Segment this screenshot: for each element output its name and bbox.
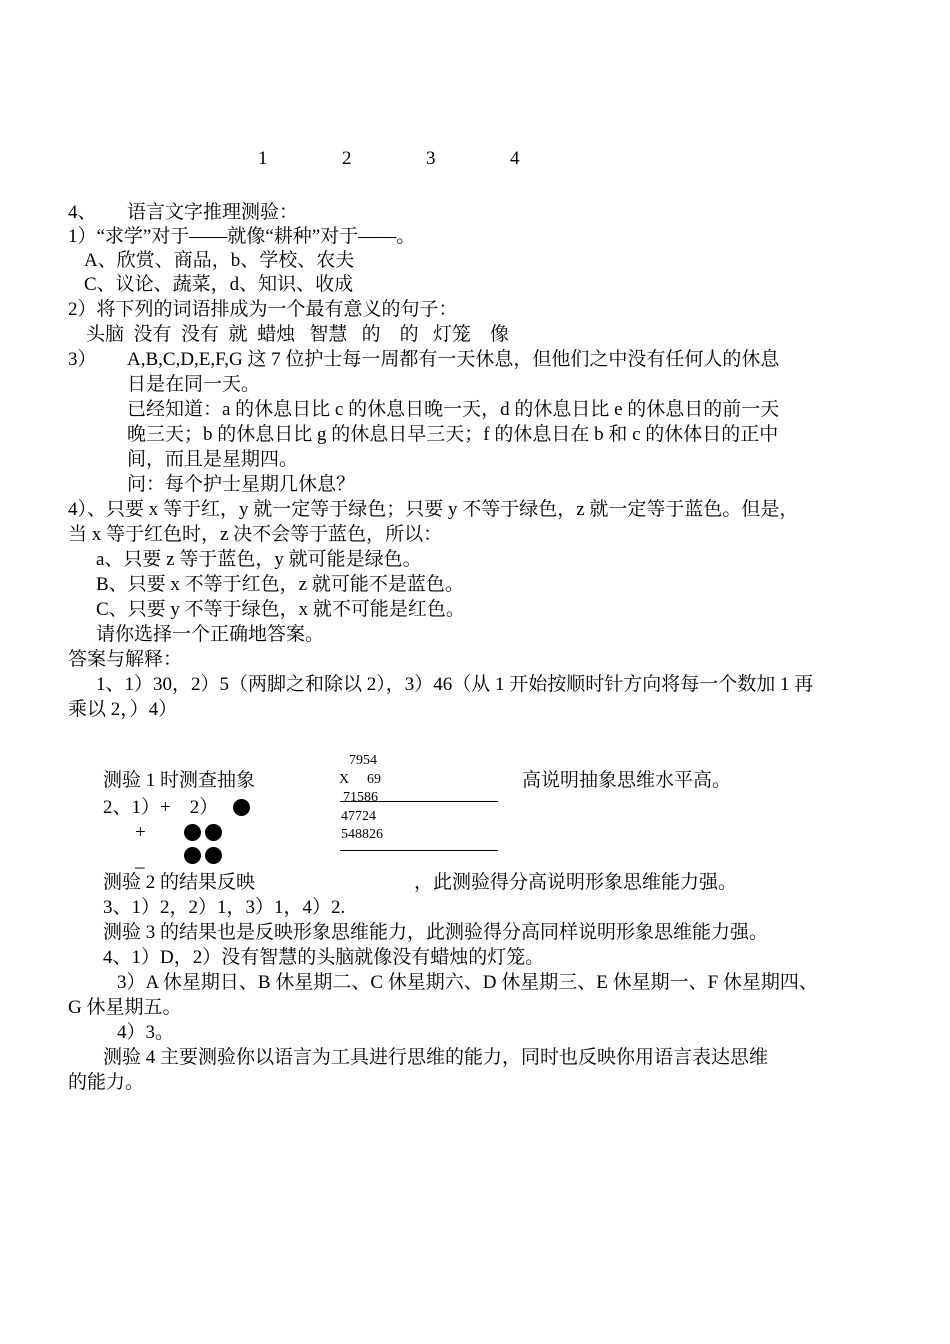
- answer-4-line: 3）A 休星期日、B 休星期二、C 休星期六、D 休星期三、E 休星期一、F 休星期四、: [117, 972, 818, 993]
- question-1-options-cd: C、议论、蔬菜，d、知识、收成: [84, 274, 354, 295]
- top-number-2: 2: [342, 148, 352, 169]
- product: 548826: [341, 827, 383, 842]
- word: 没有: [133, 324, 172, 345]
- question-1: 1）“求学”对于——就像“耕种”对于——。: [68, 226, 416, 247]
- question-3-line: A,B,C,D,E,F,G 这 7 位护士每一周都有一天休息，但他们之中没有任何人的休息: [127, 349, 780, 370]
- word: 蜡烛: [257, 324, 296, 345]
- answer-2-explanation-right: ，此测验得分高说明形象思维能力强。: [414, 872, 738, 893]
- product-rule: [340, 850, 498, 851]
- question-2: 2）将下列的词语排成为一个最有意义的句子：: [68, 299, 458, 320]
- top-number-3: 3: [426, 148, 436, 169]
- question-1-options-ab: A、欣赏、商品，b、学校、农夫: [84, 250, 355, 271]
- answer-1-explanation-right: 高说明抽象思维水平高。: [522, 770, 732, 791]
- word: 的: [399, 324, 419, 345]
- answer-1-explanation: [103, 768, 255, 794]
- multiplication-operator: X: [339, 772, 350, 787]
- word: 的: [361, 324, 381, 345]
- question-4-prompt: 请你选择一个正确地答案。: [96, 624, 325, 645]
- dot-icon: [233, 799, 250, 816]
- question-4-option-c: C、只要 y 不等于绿色，x 就不可能是红色。: [96, 599, 465, 620]
- multiplier: 69: [367, 772, 381, 787]
- answer-1-explanation-left: 测验 1 时测查抽象: [103, 770, 256, 791]
- answer-4-line: G 休星期五。: [68, 997, 182, 1018]
- question-3-number: 3）: [68, 349, 97, 370]
- answer-2-underscore: _: [135, 850, 145, 871]
- partial-product-2: 47724: [341, 809, 376, 824]
- answer-2-plus: +: [135, 822, 146, 843]
- answer-1-line: 1、1）30，2）5（两脚之和除以 2），3）46（从 1 开始按顺时针方向将每一个数加 1 再: [96, 674, 814, 695]
- word: 就: [228, 324, 248, 345]
- answer-3-explanation: 测验 3 的结果也是反映形象思维能力，此测验得分高同样说明形象思维能力强。: [103, 922, 769, 943]
- question-3-line: 日是在同一天。: [127, 374, 261, 395]
- answer-2-explanation: [103, 870, 255, 896]
- section4-heading: 语言文字推理测验：: [127, 202, 299, 223]
- multiplicand: 7954: [349, 753, 377, 768]
- question-4-line: 4）、只要 x 等于红，y 就一定等于绿色；只要 y 不等于绿色，z 就一定等于蓝色。但是，: [68, 499, 799, 520]
- word: 智慧: [309, 324, 348, 345]
- dot-icon: [205, 824, 222, 841]
- dot-icon: [184, 824, 201, 841]
- question-4-option-b: B、只要 x 不等于红色，z 就可能不是蓝色。: [96, 574, 464, 595]
- word: 灯笼: [432, 324, 471, 345]
- question-3-line: 晚三天；b 的休息日比 g 的休息日早三天；f 的休息日在 b 和 c 的休体日的正中: [127, 424, 779, 445]
- answers-heading: 答案与解释：: [68, 649, 183, 670]
- answer-4-line: 4、1）D，2）没有智慧的头脑就像没有蜡烛的灯笼。: [103, 947, 545, 968]
- answer-3-line: 3、1）2，2）1，3）1，4）2.: [103, 897, 346, 918]
- dot-icon: [205, 847, 222, 864]
- question-3-line: 间，而且是星期四。: [127, 449, 299, 470]
- partial-product-1: 71586: [343, 790, 378, 805]
- question-4-option-a: a、只要 z 等于蓝色，y 就可能是绿色。: [96, 549, 422, 570]
- word: 像: [489, 324, 509, 345]
- dot-icon: [184, 847, 201, 864]
- multiplication-rule: [340, 801, 498, 802]
- top-number-1: 1: [258, 148, 268, 169]
- question-3-line: 问：每个护士星期几休息？: [127, 474, 356, 495]
- word: 没有: [181, 324, 220, 345]
- answer-4-line: 4）3。: [117, 1022, 175, 1043]
- question-3-line: 已经知道：a 的休息日比 c 的休息日晚一天，d 的休息日比 e 的休息日的前一天: [127, 399, 780, 420]
- question-2-words: [86, 322, 509, 348]
- section4-heading-number: 4、: [68, 202, 97, 223]
- answer-1-line: 乘以 2，）4）: [68, 699, 178, 720]
- answer-2-explanation-left: 测验 2 的结果反映: [103, 872, 256, 893]
- answer-2-line: 2、1）+ 2）: [103, 797, 219, 818]
- answer-4-explanation: 测验 4 主要测验你以语言为工具进行思维的能力，同时也反映你用语言表达思维: [103, 1047, 769, 1068]
- answer-4-explanation: 的能力。: [68, 1072, 145, 1093]
- word: 头脑: [86, 324, 125, 345]
- multiplication-box: [300, 748, 505, 866]
- question-4-line: 当 x 等于红色时，z 决不会等于蓝色，所以：: [68, 524, 443, 545]
- top-number-4: 4: [510, 148, 520, 169]
